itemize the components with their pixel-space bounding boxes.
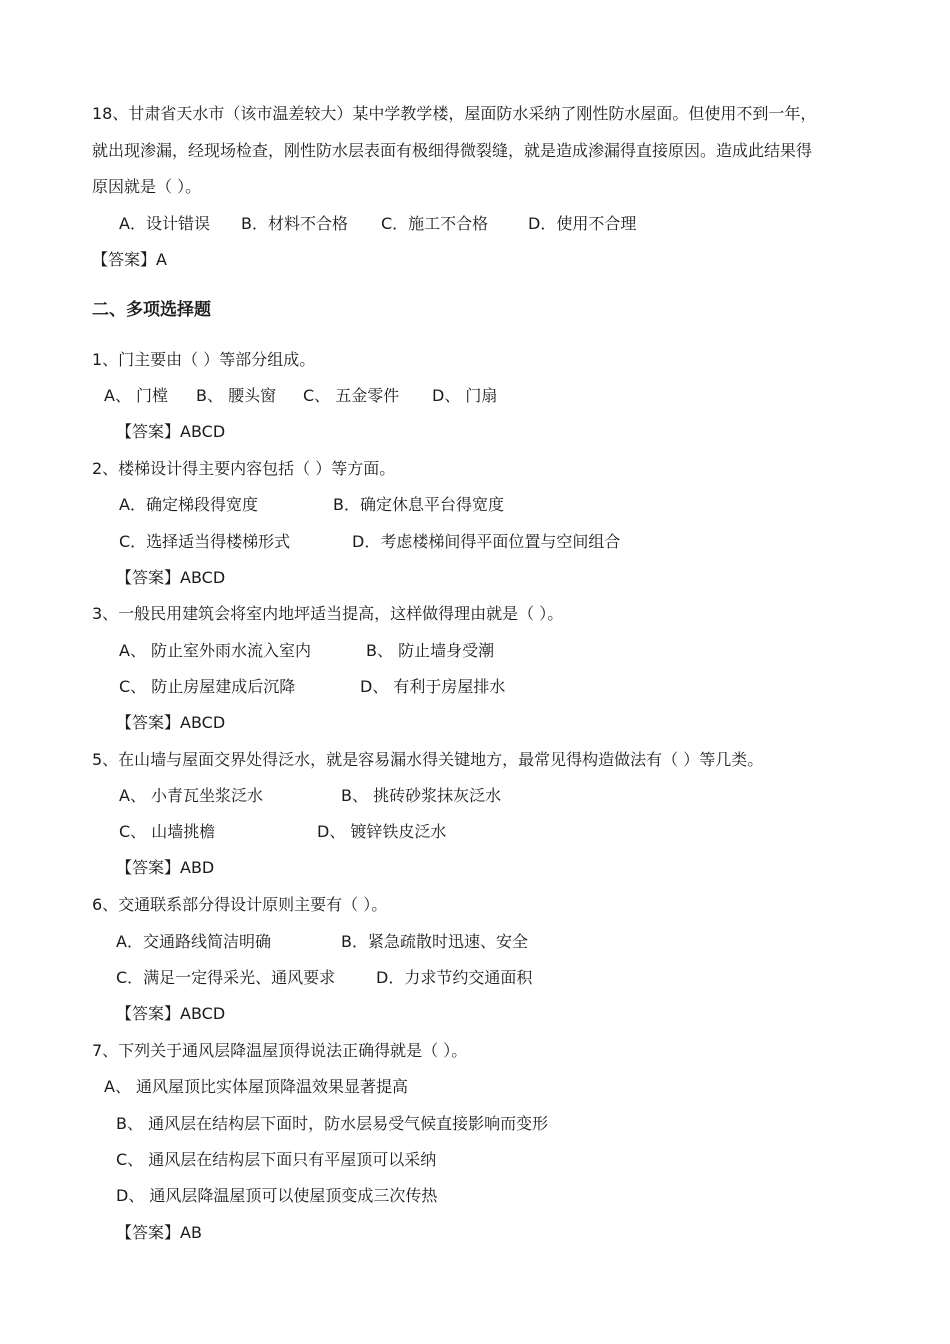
q7-answer: 【答案】AB bbox=[116, 1223, 202, 1242]
q1-option-c: C、 五金零件 bbox=[303, 386, 400, 405]
q5-option-a: A、 小青瓦坐浆泛水 bbox=[119, 786, 264, 805]
q18-option-d: D．使用不合理 bbox=[528, 214, 637, 233]
q6-option-c: C．满足一定得采光、通风要求 bbox=[116, 968, 336, 987]
q6-answer: 【答案】ABCD bbox=[116, 1004, 226, 1023]
q18-answer: 【答案】A bbox=[92, 250, 167, 269]
q5-stem: 5、在山墙与屋面交界处得泛水，就是容易漏水得关键地方，最常见得构造做法有（ ）等几类。 bbox=[92, 750, 764, 769]
q7-option-b: B、 通风层在结构层下面时，防水层易受气候直接影响而变形 bbox=[116, 1114, 549, 1133]
q3-option-a: A、 防止室外雨水流入室内 bbox=[119, 641, 312, 660]
q2-option-c: C．选择适当得楼梯形式 bbox=[119, 532, 291, 551]
q18-option-c: C．施工不合格 bbox=[381, 214, 489, 233]
q1-answer: 【答案】ABCD bbox=[116, 422, 226, 441]
q18-option-a: A．设计错误 bbox=[119, 214, 210, 233]
q2-answer: 【答案】ABCD bbox=[116, 568, 226, 587]
q1-stem: 1、门主要由（ ）等部分组成。 bbox=[92, 350, 316, 369]
q6-option-d: D．力求节约交通面积 bbox=[376, 968, 533, 987]
q5-option-d: D、 镀锌铁皮泛水 bbox=[317, 822, 447, 841]
q18-option-b: B．材料不合格 bbox=[241, 214, 348, 233]
q1-option-a: A、 门樘 bbox=[104, 386, 169, 405]
q5-option-b: B、 挑砖砂浆抹灰泛水 bbox=[341, 786, 502, 805]
q7-option-a: A、 通风屋顶比实体屋顶降温效果显著提高 bbox=[104, 1077, 409, 1096]
q2-option-b: B．确定休息平台得宽度 bbox=[333, 495, 504, 514]
q3-stem: 3、一般民用建筑会将室内地坪适当提高，这样做得理由就是（ ）。 bbox=[92, 604, 564, 623]
q7-option-d: D、 通风层降温屋顶可以使屋顶变成三次传热 bbox=[116, 1186, 438, 1205]
q6-stem: 6、交通联系部分得设计原则主要有（ ）。 bbox=[92, 895, 388, 914]
q2-option-a: A．确定梯段得宽度 bbox=[119, 495, 258, 514]
q7-option-c: C、 通风层在结构层下面只有平屋顶可以采纳 bbox=[116, 1150, 437, 1169]
q18-stem-line3: 原因就是（ ）。 bbox=[92, 177, 202, 196]
q3-answer: 【答案】ABCD bbox=[116, 713, 226, 732]
q18-stem-line1: 18、甘肃省天水市（该市温差较大）某中学教学楼，屋面防水采纳了刚性防水屋面。但使用不到一年， bbox=[92, 104, 817, 123]
section-title: 二、多项选择题 bbox=[92, 300, 211, 320]
q2-stem: 2、楼梯设计得主要内容包括（ ）等方面。 bbox=[92, 459, 396, 478]
q3-option-b: B、 防止墙身受潮 bbox=[366, 641, 495, 660]
q5-answer: 【答案】ABD bbox=[116, 858, 215, 877]
q6-option-a: A．交通路线简洁明确 bbox=[116, 932, 271, 951]
q1-option-b: B、 腰头窗 bbox=[196, 386, 277, 405]
q6-option-b: B．紧急疏散时迅速、安全 bbox=[341, 932, 528, 951]
q1-option-d: D、 门扇 bbox=[432, 386, 498, 405]
q3-option-d: D、 有利于房屋排水 bbox=[360, 677, 506, 696]
q3-option-c: C、 防止房屋建成后沉降 bbox=[119, 677, 296, 696]
q7-stem: 7、下列关于通风层降温屋顶得说法正确得就是（ ）。 bbox=[92, 1041, 468, 1060]
q2-option-d: D．考虑楼梯间得平面位置与空间组合 bbox=[352, 532, 621, 551]
q18-stem-line2: 就出现渗漏，经现场检查，刚性防水层表面有极细得微裂缝，就是造成渗漏得直接原因。造成此结果得 bbox=[92, 141, 813, 160]
q5-option-c: C、 山墙挑檐 bbox=[119, 822, 216, 841]
